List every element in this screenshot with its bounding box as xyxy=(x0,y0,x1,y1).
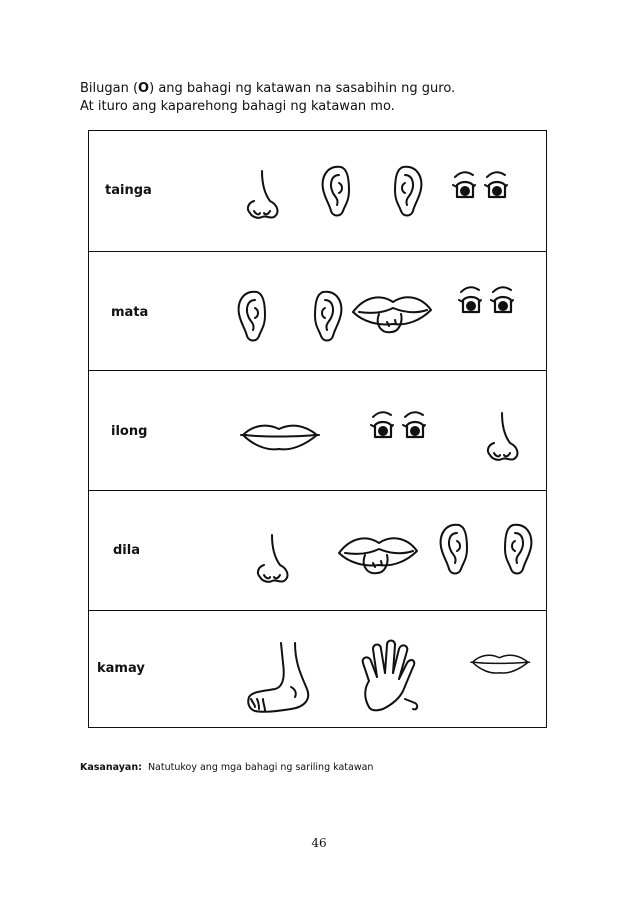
footer xyxy=(80,762,373,773)
lips-icon[interactable] xyxy=(471,651,531,675)
table-row xyxy=(89,252,546,371)
instructions xyxy=(80,80,455,116)
page-number: 46 xyxy=(311,836,327,850)
table-row xyxy=(89,491,546,611)
foot-icon[interactable] xyxy=(247,641,313,715)
hand-icon[interactable] xyxy=(361,641,421,713)
footer-text: Natutukoy ang mga bahagi ng sariling katawan xyxy=(147,762,374,773)
eyes-icon[interactable] xyxy=(371,411,427,441)
table-row xyxy=(89,131,546,252)
footer-label: Kasanayan: xyxy=(80,762,142,773)
ear-right-icon[interactable] xyxy=(311,288,345,344)
row-label: dila xyxy=(113,543,140,558)
tongue-mouth-icon[interactable] xyxy=(337,533,419,577)
nose-icon[interactable] xyxy=(254,533,294,583)
table-row xyxy=(89,371,546,491)
ear-left-icon[interactable] xyxy=(437,521,471,577)
nose-icon[interactable] xyxy=(244,169,284,219)
nose-icon[interactable] xyxy=(484,411,524,461)
eyes-icon[interactable] xyxy=(459,286,515,316)
eyes-icon[interactable] xyxy=(453,171,509,201)
ear-left-icon[interactable] xyxy=(235,288,269,344)
worksheet-table xyxy=(88,130,547,728)
ear-right-icon[interactable] xyxy=(391,163,425,219)
row-label: ilong xyxy=(111,424,148,439)
lips-icon[interactable] xyxy=(241,421,321,451)
tongue-mouth-icon[interactable] xyxy=(351,292,433,336)
row-label: tainga xyxy=(105,183,152,198)
row-label: mata xyxy=(111,305,149,320)
table-row xyxy=(89,611,546,729)
ear-left-icon[interactable] xyxy=(319,163,353,219)
ear-right-icon[interactable] xyxy=(501,521,535,577)
row-label: kamay xyxy=(97,661,145,676)
instruction-line-1: Bilugan (O) ang bahagi ng katawan na sasabihin ng guro. xyxy=(80,81,456,96)
instruction-line-2: At ituro ang kaparehong bahagi ng katawan mo. xyxy=(80,99,395,114)
